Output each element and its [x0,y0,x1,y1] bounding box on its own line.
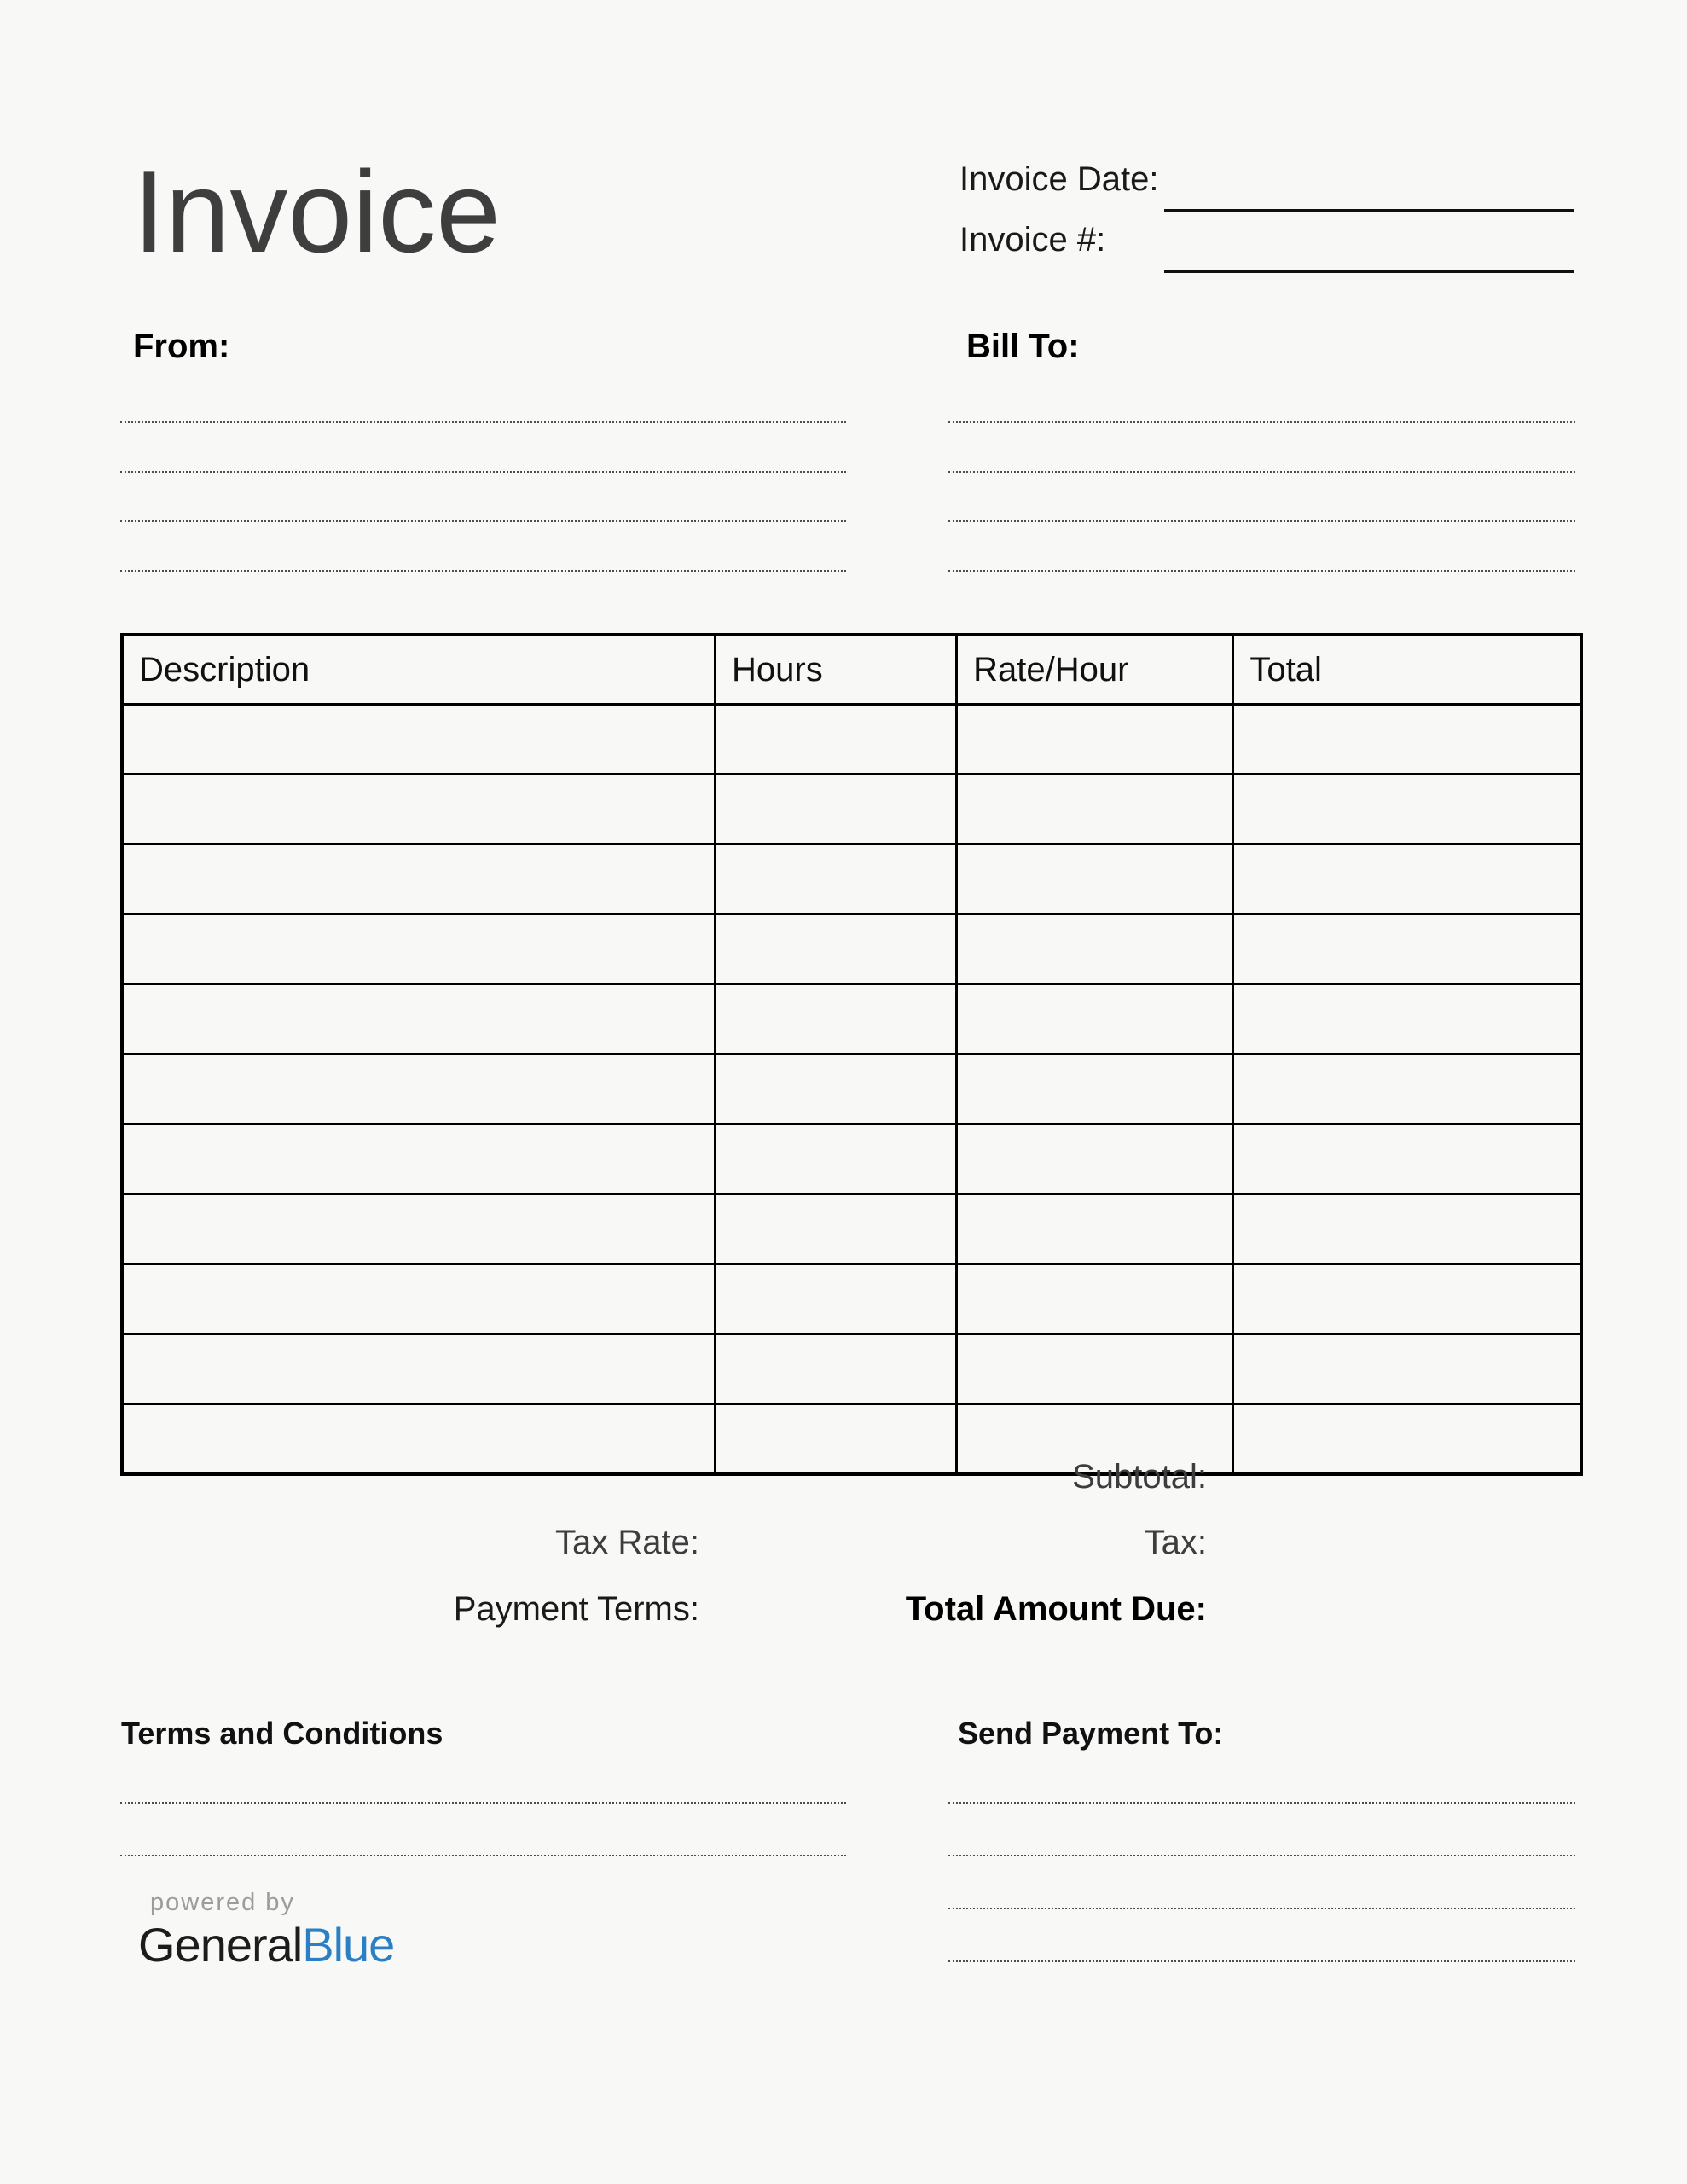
table-cell [122,985,716,1054]
table-cell [122,705,716,775]
table-row [122,845,1581,915]
column-header-total: Total [1233,635,1581,705]
from-label: From: [133,328,230,365]
writing-line [120,570,846,572]
tax-rate-label: Tax Rate: [555,1524,699,1561]
table-cell [122,1124,716,1194]
table-cell [716,1404,957,1475]
table-cell [122,775,716,845]
general-blue-logo [138,1918,395,1972]
writing-line [948,1908,1575,1909]
table-cell [716,845,957,915]
writing-line [120,1802,846,1804]
invoice-date-fill-line [1164,209,1574,212]
writing-line [948,520,1575,522]
table-cell [1233,1124,1581,1194]
table-cell [122,1194,716,1264]
tax-label: Tax: [1144,1524,1207,1561]
table-cell [122,1334,716,1404]
table-cell [1233,845,1581,915]
table-cell [1233,1194,1581,1264]
writing-line [120,1855,846,1856]
table-cell [957,985,1233,1054]
writing-line [948,421,1575,423]
table-row [122,705,1581,775]
writing-line [948,1855,1575,1856]
table-cell [716,1054,957,1124]
table-row [122,775,1581,845]
table-cell [957,775,1233,845]
table-row [122,1334,1581,1404]
table-cell [957,1194,1233,1264]
table-row [122,1404,1581,1475]
writing-line [120,421,846,423]
invoice-number-label: Invoice #: [959,221,1106,258]
table-cell [716,1194,957,1264]
table-cell [957,915,1233,985]
line-items-table [120,633,1583,1476]
table-cell [122,1404,716,1475]
column-header-rate-hour: Rate/Hour [957,635,1233,705]
page-title: Invoice [133,147,501,276]
table-row [122,915,1581,985]
table-cell [1233,1334,1581,1404]
table-cell [716,985,957,1054]
table-row [122,1194,1581,1264]
subtotal-label: Subtotal: [1072,1458,1207,1496]
table-cell [957,1334,1233,1404]
table-cell [716,1334,957,1404]
table-cell [957,1264,1233,1334]
terms-and-conditions-label: Terms and Conditions [121,1716,443,1751]
invoice-date-label: Invoice Date: [959,160,1159,198]
table-cell [1233,1404,1581,1475]
table-cell [957,845,1233,915]
table-cell [1233,1054,1581,1124]
logo-text-general: General [138,1918,303,1972]
table-cell [1233,775,1581,845]
table-row [122,1264,1581,1334]
send-payment-to-label: Send Payment To: [958,1716,1224,1751]
table-cell [716,915,957,985]
logo-text-blue: Blue [302,1918,395,1972]
writing-line [120,471,846,473]
writing-line [948,471,1575,473]
table-cell [716,1264,957,1334]
column-header-description: Description [122,635,716,705]
table-cell [122,1264,716,1334]
table-cell [122,915,716,985]
table-cell [957,1124,1233,1194]
table-cell [716,705,957,775]
table-header-row [122,635,1581,705]
bill-to-label: Bill To: [966,328,1080,365]
invoice-number-fill-line [1164,270,1574,273]
table-cell [716,775,957,845]
payment-terms-label: Payment Terms: [453,1590,699,1628]
column-header-hours: Hours [716,635,957,705]
writing-line [120,520,846,522]
table-cell [716,1124,957,1194]
total-amount-due-label: Total Amount Due: [905,1590,1207,1628]
table-cell [957,1054,1233,1124]
powered-by-text: powered by [150,1889,295,1916]
table-cell [1233,985,1581,1054]
table-cell [1233,705,1581,775]
line-items-table-container [120,633,1583,1444]
table-row [122,985,1581,1054]
table-cell [1233,915,1581,985]
writing-line [948,1960,1575,1962]
table-cell [122,845,716,915]
table-row [122,1054,1581,1124]
writing-line [948,570,1575,572]
writing-line [948,1802,1575,1804]
table-cell [122,1054,716,1124]
table-cell [1233,1264,1581,1334]
table-cell [957,705,1233,775]
table-row [122,1124,1581,1194]
